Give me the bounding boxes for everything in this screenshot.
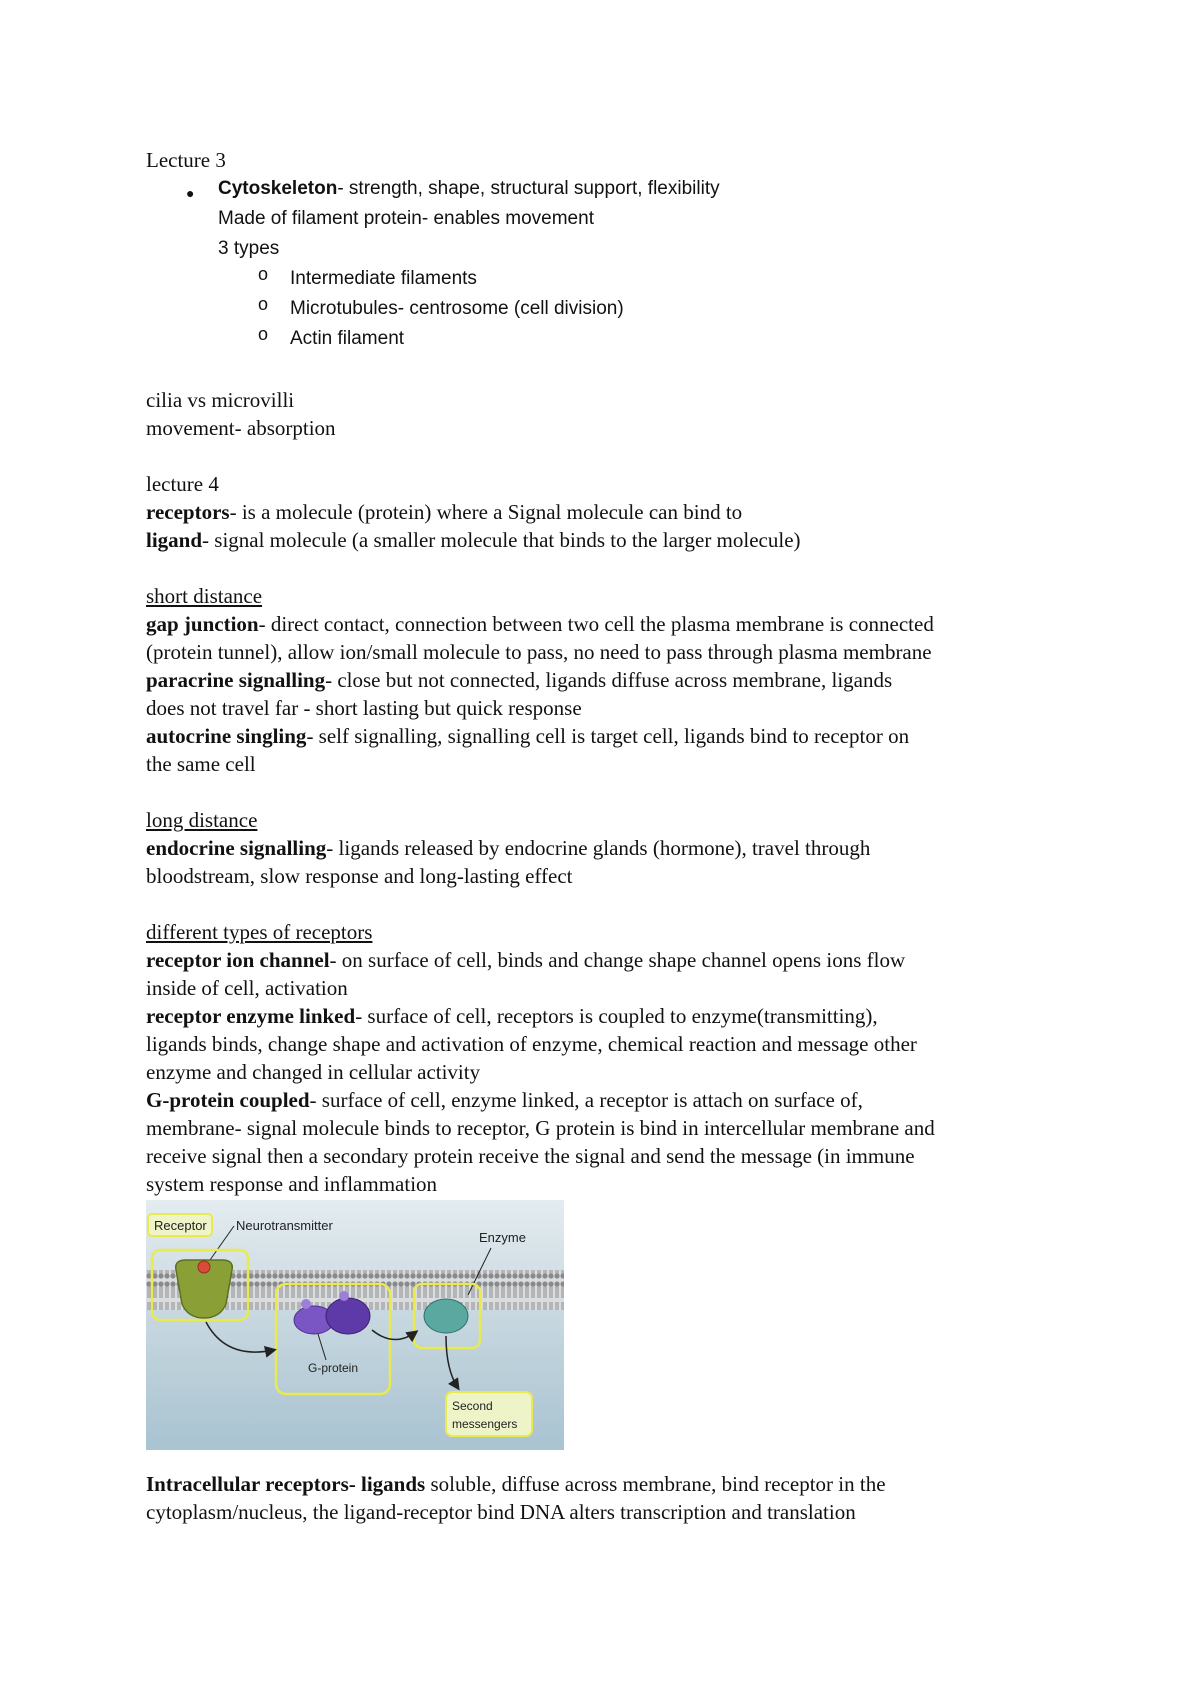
type-item: Microtubules- centrosome (cell division) (290, 298, 624, 319)
gap-junction-line-2: (protein tunnel), allow ion/small molecule to pass, no need to pass through plasma membrane (146, 640, 932, 664)
neurotransmitter-dot (198, 1261, 210, 1273)
gprotein-def: - surface of cell, enzyme linked, a receptor is attach on surface of, (309, 1088, 863, 1112)
endocrine-line-2: bloodstream, slow response and long-lasting effect (146, 864, 573, 888)
second-messengers-label-2: messengers (452, 1417, 518, 1431)
gprotein-anchor (301, 1299, 311, 1309)
enzyme-linked-line-3: enzyme and changed in cellular activity (146, 1060, 481, 1084)
enzyme-linked-def: - surface of cell, receptors is coupled to enzyme(transmitting), (355, 1004, 878, 1028)
receptor-types-heading: different types of receptors (146, 920, 373, 944)
ligand-def: - signal molecule (a smaller molecule that binds to the larger molecule) (202, 528, 801, 552)
paracrine-term: paracrine signalling (146, 668, 326, 692)
autocrine-line (146, 722, 909, 750)
second-messengers-label-1: Second (452, 1399, 493, 1413)
bullet-icon: ● (186, 185, 195, 201)
lecture3-heading: Lecture 3 (146, 148, 226, 172)
enzyme-linked-line (146, 1002, 878, 1030)
gprotein-label: G-protein (308, 1361, 359, 1375)
paracrine-line (146, 666, 892, 694)
made-of-line: Made of filament protein- enables movement (218, 208, 594, 229)
intracellular-term: Intracellular receptors- ligands (146, 1472, 426, 1496)
short-distance-heading: short distance (146, 584, 263, 608)
gap-junction-def: - direct contact, connection between two cell the plasma membrane is connected (258, 612, 934, 636)
gprotein-term: G-protein coupled (146, 1088, 310, 1112)
paracrine-def: - close but not connected, ligands diffuse across membrane, ligands (325, 668, 893, 692)
ligand-line (146, 526, 801, 554)
gprotein-line-3: receive signal then a secondary protein receive the signal and send the message (in immune (146, 1144, 915, 1168)
ion-channel-line-2: inside of cell, activation (146, 976, 348, 1000)
sub-bullet-icon: o (258, 264, 269, 284)
cytoskeleton-line (218, 174, 720, 204)
gprotein-subunit (326, 1298, 370, 1334)
long-distance-heading: long distance (146, 808, 258, 832)
endocrine-term: endocrine signalling (146, 836, 327, 860)
gprotein-line-2: membrane- signal molecule binds to receptor, G protein is bind in intercellular membrane and (146, 1116, 935, 1140)
types-intro: 3 types (218, 238, 280, 259)
gprotein-diagram (146, 1200, 564, 1450)
enzyme-label: Enzyme (479, 1230, 526, 1245)
intracellular-line (146, 1470, 886, 1498)
receptor-label: Receptor (154, 1218, 207, 1233)
type-item: Actin filament (290, 328, 405, 349)
gap-junction-line (146, 610, 934, 638)
gap-junction-term: gap junction (146, 612, 259, 636)
receptors-line (146, 498, 742, 526)
cilia-line: cilia vs microvilli (146, 388, 295, 412)
enzyme-linked-term: receptor enzyme linked (146, 1004, 356, 1028)
gprotein-anchor (339, 1291, 349, 1301)
ion-channel-def: - on surface of cell, binds and change shape channel opens ions flow (329, 948, 906, 972)
paracrine-line-2: does not travel far - short lasting but quick response (146, 696, 582, 720)
intracellular-line-2: cytoplasm/nucleus, the ligand-receptor bind DNA alters transcription and translation (146, 1500, 856, 1524)
sub-bullet-icon: o (258, 324, 269, 344)
gprotein-line-4: system response and inflammation (146, 1172, 438, 1196)
gprotein-line (146, 1086, 863, 1114)
lecture4-heading: lecture 4 (146, 472, 219, 496)
intracellular-def: soluble, diffuse across membrane, bind receptor in the (425, 1472, 886, 1496)
ion-channel-line (146, 946, 905, 974)
receptors-term: receptors (146, 500, 230, 524)
cytoskeleton-def: - strength, shape, structural support, flexibility (337, 178, 720, 199)
enzyme-shape (424, 1299, 468, 1333)
autocrine-def: - self signalling, signalling cell is target cell, ligands bind to receptor on (306, 724, 910, 748)
ion-channel-term: receptor ion channel (146, 948, 330, 972)
receptors-def: - is a molecule (protein) where a Signal molecule can bind to (229, 500, 743, 524)
autocrine-line-2: the same cell (146, 752, 256, 776)
endocrine-def: - ligands released by endocrine glands (hormone), travel through (326, 836, 871, 860)
cytoskeleton-term: Cytoskeleton (218, 178, 338, 199)
movement-line: movement- absorption (146, 416, 336, 440)
enzyme-linked-line-2: ligands binds, change shape and activation of enzyme, chemical reaction and message other (146, 1032, 917, 1056)
type-item: Intermediate filaments (290, 268, 477, 289)
endocrine-line (146, 834, 870, 862)
neurotransmitter-label: Neurotransmitter (236, 1218, 333, 1233)
autocrine-term: autocrine singling (146, 724, 307, 748)
sub-bullet-icon: o (258, 294, 269, 314)
ligand-term: ligand (146, 528, 203, 552)
